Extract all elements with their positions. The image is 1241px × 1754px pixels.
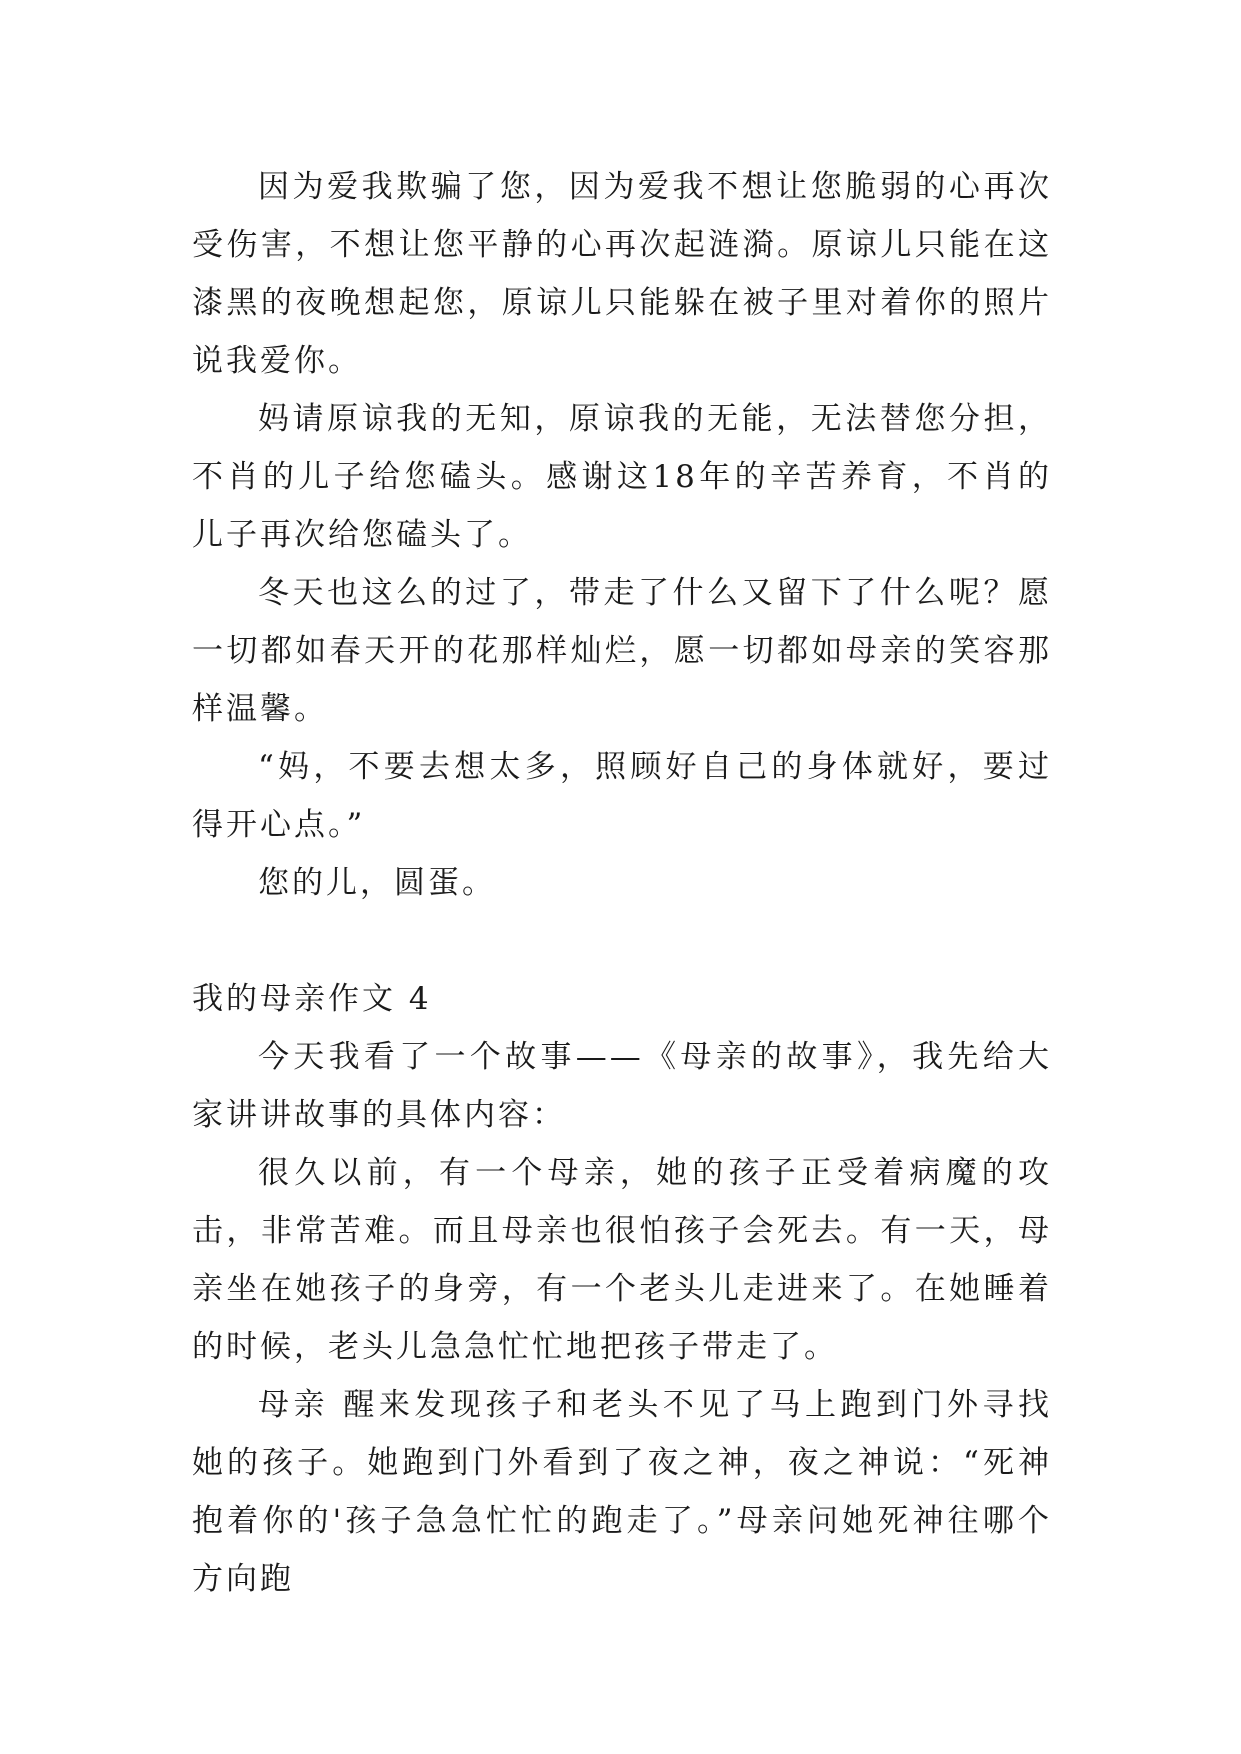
paragraph-5: 今天我看了一个故事——《母亲的故事》，我先给大家讲讲故事的具体内容： — [192, 1039, 1052, 1133]
paragraph-2: 妈请原谅我的无知，原谅我的无能，无法替您分担，不肖的儿子给您磕头。感谢这18年的辛苦养育，不肖的儿子再次给您磕头了。 — [192, 401, 1052, 553]
paragraph-1: 因为爱我欺骗了您，因为爱我不想让您脆弱的心再次受伤害，不想让您平静的心再次起涟漪。原谅儿只能在这漆黑的夜晚想起您，原谅儿只能躲在被子里对着你的照片说我爱你。 — [192, 169, 1052, 379]
paragraph-4-quote: “妈，不要去想太多，照顾好自己的身体就好，要过得开心点。” — [192, 749, 1052, 843]
paragraph-6: 很久以前，有一个母亲，她的孩子正受着病魔的攻击，非常苦难。而且母亲也很怕孩子会死去。有一天，母亲坐在她孩子的身旁，有一个老头儿走进来了。在她睡着的时候，老头儿急急忙忙地把孩子带走了。 — [192, 1155, 1052, 1365]
document-body — [192, 158, 1052, 1608]
signature: 您的儿，圆蛋。 — [258, 865, 496, 901]
paragraph-7: 母亲 醒来发现孩子和老头不见了马上跑到门外寻找她的孩子。她跑到门外看到了夜之神，夜之神说：“死神抱着你的'孩子急急忙忙的跑走了。”母亲问她死神往哪个方向跑 — [192, 1387, 1052, 1597]
paragraph-3: 冬天也这么的过了，带走了什么又留下了什么呢？愿一切都如春天开的花那样灿烂，愿一切都如母亲的笑容那样温馨。 — [192, 575, 1052, 727]
section-title: 我的母亲作文 4 — [192, 981, 432, 1017]
